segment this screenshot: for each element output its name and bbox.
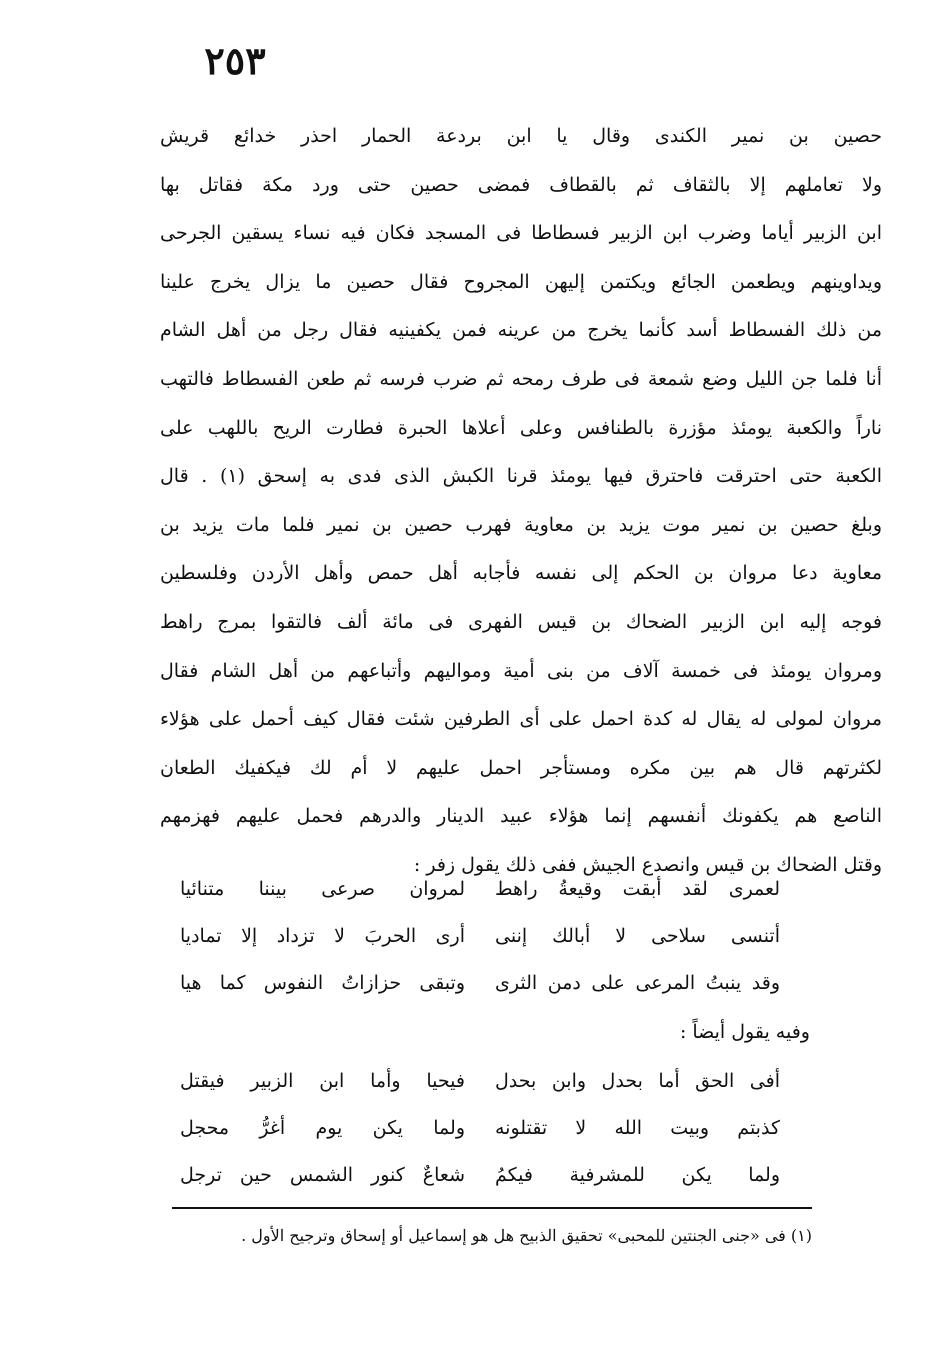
- prose-line: من ذلك الفسطاط أسد كأنما يخرج من عرينه فمن يكفينيه فقال رجل من أهل الشام: [160, 319, 882, 342]
- footnote-divider: [172, 1207, 812, 1209]
- prose-line: الكعبة حتى احترقت فاحترق فيها يومئذ قرنا الكبش الذى فدى به إسحق (١) . قال: [160, 465, 882, 488]
- verse-line: [180, 1152, 780, 1199]
- verse-second-hemistich: فيحيا وأما ابن الزبير فيقتل: [180, 1070, 465, 1092]
- prose-line: وقتل الضحاك بن قيس وانصدع الجيش ففى ذلك يقول زفر :: [413, 853, 882, 876]
- verse-second-hemistich: وتبقى حزازاتُ النفوس كما هيا: [180, 972, 465, 994]
- verse-first-hemistich: لعمرى لقد أبقت وقيعةُ راهط: [495, 878, 780, 900]
- prose-line: ابن الزبير أياما وضرب ابن الزبير فسطاطا فى المسجد فكان فيه نساء يسقين الجرحى: [160, 222, 882, 245]
- verse-second-hemistich: شعاعٌ كنور الشمس حين ترجل: [180, 1164, 465, 1186]
- prose-line: فوجه إليه ابن الزبير الضحاك بن قيس الفهرى فى مائة ألف فالتقوا بمرج راهط: [160, 610, 882, 633]
- prose-line: ومروان يومئذ فى خمسة آلاف من بنى أمية ومواليهم وأتباعهم من أهل الشام فقال: [160, 659, 882, 682]
- verse-second-hemistich: ولما يكن يوم أغرُّ محجل: [180, 1117, 465, 1139]
- verse-line: [180, 1058, 780, 1105]
- page-number: ٢٥٣: [204, 38, 266, 83]
- verse-line: [180, 866, 780, 913]
- prose-line: ويداوينهم ويطعمن الجائع ويكتمن إليهن المجروح فقال حصين ما يزال يخرج علينا: [160, 270, 882, 293]
- prose-line: حصين بن نمير الكندى وقال يا ابن بردعة الحمار احذر خدائع قريش: [160, 125, 882, 147]
- prose-body: [160, 112, 882, 890]
- prose-line: لكثرتهم قال هم بين مكره ومستأجر احمل عليهم لا أم لك فيكفيك الطعان: [160, 756, 882, 779]
- prose-line: أنا فلما جن الليل وضع شمعة فى طرف رمحه ثم ضرب فرسه ثم طعن الفسطاط فالتهب: [160, 367, 882, 390]
- prose-line: مروان لمولى له يقال له كدة احمل على أى الطرفين شئت فقال كيف أحمل على هؤلاء: [160, 708, 882, 731]
- prose-line: ولا تعاملهم إلا بالثقاف ثم بالقطاف فمضى حصين حتى ورد مكة فقاتل بها: [160, 173, 882, 196]
- prose-line: ناراً والكعبة يومئذ مؤزرة بالطنافس وعلى أعلاها الحبرة فطارت الريح باللهب على: [160, 416, 882, 439]
- verse-first-hemistich: كذبتم وبيت الله لا تقتلونه: [495, 1117, 780, 1139]
- verse-introduction: وفيه يقول أيضاً :: [679, 1021, 810, 1043]
- verse-second-hemistich: أرى الحربَ لا تزداد إلا تماديا: [180, 925, 465, 947]
- verse-first-hemistich: ولما يكن للمشرفية فيكمُ: [495, 1164, 780, 1186]
- verse-line: [180, 960, 780, 1007]
- prose-line: وبلغ حصين بن نمير موت يزيد بن معاوية فهرب حصين بن نمير فلما مات يزيد بن: [160, 513, 882, 536]
- prose-line: الناصع هم يكفونك أنفسهم إنما هؤلاء عبيد الدينار والدرهم فحمل عليهم فهزمهم: [160, 805, 882, 828]
- poem-second: [180, 1058, 780, 1199]
- verse-first-hemistich: أفى الحق أما بحدل وابن بحدل: [495, 1070, 780, 1092]
- verse-first-hemistich: وقد ينبتُ المرعى على دمن الثرى: [495, 972, 780, 994]
- prose-line: معاوية دعا مروان بن الحكم إلى نفسه فأجابه أهل حمص وأهل الأردن وفلسطين: [160, 562, 882, 585]
- verse-first-hemistich: أتنسى سلاحى لا أبالك إننى: [495, 925, 780, 947]
- verse-line: [180, 913, 780, 960]
- footnote: (١) فى «جنى الجنتين للمحبى» تحقيق الذبيح هل هو إسماعيل أو إسحاق وترجيح الأول .: [241, 1226, 812, 1245]
- verse-line: [180, 1105, 780, 1152]
- verse-second-hemistich: لمروان صرعى بيننا متنائيا: [180, 878, 465, 900]
- poem-zufar: [180, 866, 780, 1007]
